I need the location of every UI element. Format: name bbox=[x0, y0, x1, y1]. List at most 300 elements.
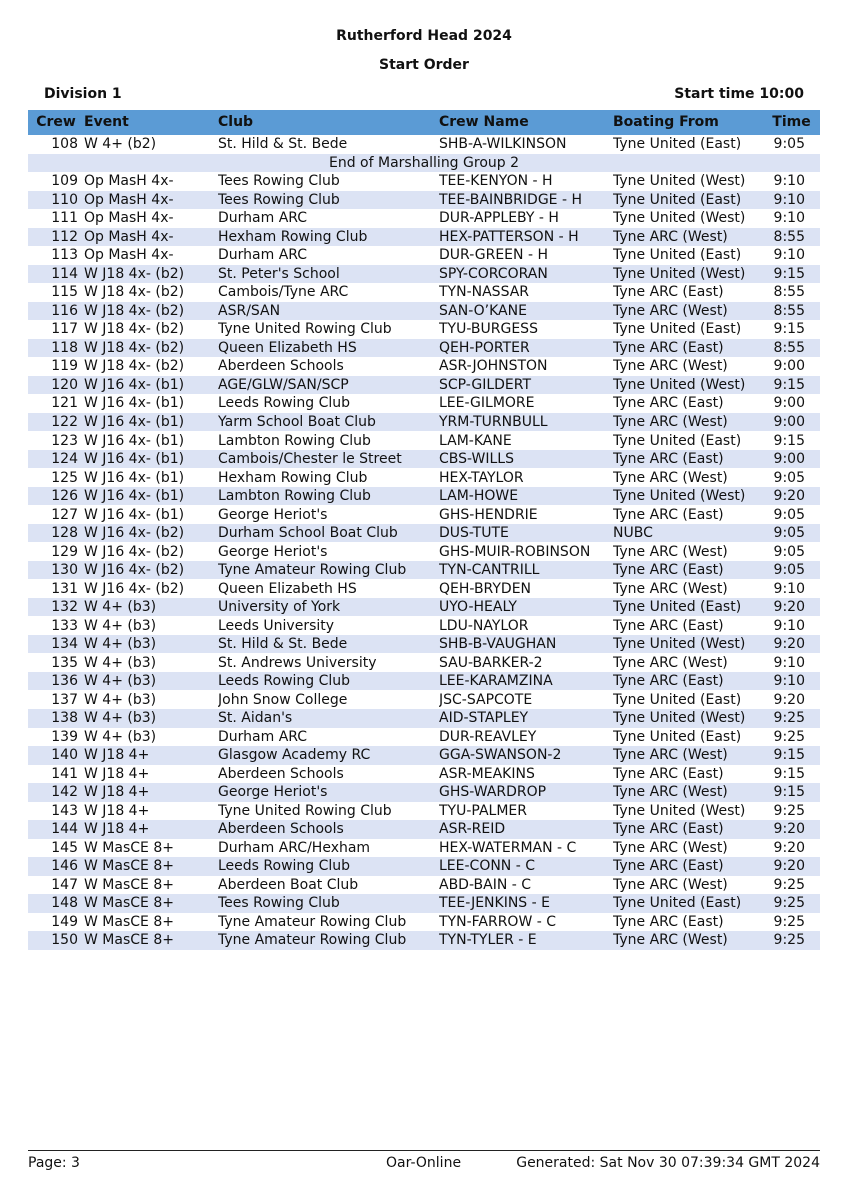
crew-number-cell: 138 bbox=[51, 710, 78, 727]
event-cell: W MasCE 8+ bbox=[84, 858, 174, 875]
footer-divider bbox=[28, 1150, 820, 1151]
club-cell: Leeds Rowing Club bbox=[218, 395, 351, 412]
event-cell: Op MasH 4x- bbox=[84, 247, 174, 264]
boating-from-cell: Tyne United (East) bbox=[613, 432, 742, 449]
table-row bbox=[28, 246, 820, 265]
crew-name-cell: SHB-A-WILKINSON bbox=[439, 136, 567, 153]
crew-number-cell: 124 bbox=[51, 451, 78, 468]
boating-from-cell: Tyne United (East) bbox=[613, 136, 742, 153]
event-cell: W J16 4x- (b1) bbox=[84, 469, 185, 486]
crew-name-cell: SAN-O’KANE bbox=[439, 302, 527, 319]
crew-name-cell: CBS-WILLS bbox=[439, 451, 514, 468]
boating-from-cell: Tyne ARC (West) bbox=[613, 839, 728, 856]
crew-number-cell: 130 bbox=[51, 562, 78, 579]
table-row bbox=[28, 320, 820, 339]
club-cell: St. Hild & St. Bede bbox=[218, 636, 348, 653]
column-header-crew: Crew bbox=[36, 114, 76, 130]
table-row bbox=[28, 431, 820, 450]
crew-name-cell: DUR-GREEN - H bbox=[439, 247, 548, 264]
event-cell: W J18 4x- (b2) bbox=[84, 302, 185, 319]
crew-name-cell: DUR-APPLEBY - H bbox=[439, 210, 559, 227]
crew-number-cell: 123 bbox=[51, 432, 78, 449]
time-cell: 9:10 bbox=[773, 247, 805, 264]
boating-from-cell: Tyne ARC (West) bbox=[613, 747, 728, 764]
boating-from-cell: Tyne United (East) bbox=[613, 247, 742, 264]
boating-from-cell: Tyne ARC (East) bbox=[613, 617, 724, 634]
page-number: Page: 3 bbox=[28, 1155, 80, 1171]
crew-number-cell: 136 bbox=[51, 673, 78, 690]
time-cell: 9:15 bbox=[773, 265, 805, 282]
crew-name-cell: ASR-REID bbox=[439, 821, 506, 838]
time-cell: 8:55 bbox=[773, 339, 805, 356]
event-cell: W J18 4+ bbox=[84, 765, 150, 782]
crew-number-cell: 118 bbox=[51, 339, 78, 356]
boating-from-cell: Tyne ARC (West) bbox=[613, 654, 728, 671]
crew-number-cell: 126 bbox=[51, 488, 78, 505]
boating-from-cell: Tyne United (West) bbox=[613, 636, 746, 653]
time-cell: 9:20 bbox=[773, 488, 805, 505]
table-row bbox=[28, 413, 820, 432]
group-separator-row bbox=[28, 154, 820, 173]
time-cell: 9:00 bbox=[773, 395, 805, 412]
club-cell: George Heriot's bbox=[218, 543, 328, 560]
crew-name-cell: HEX-PATTERSON - H bbox=[439, 228, 579, 245]
event-cell: W J18 4+ bbox=[84, 802, 150, 819]
time-cell: 9:15 bbox=[773, 432, 805, 449]
time-cell: 9:25 bbox=[773, 710, 805, 727]
time-cell: 9:20 bbox=[773, 599, 805, 616]
boating-from-cell: Tyne United (East) bbox=[613, 599, 742, 616]
club-cell: George Heriot's bbox=[218, 506, 328, 523]
boating-from-cell: Tyne ARC (West) bbox=[613, 302, 728, 319]
table-row bbox=[28, 931, 820, 950]
event-cell: W J16 4x- (b2) bbox=[84, 525, 185, 542]
time-cell: 9:15 bbox=[773, 765, 805, 782]
crew-name-cell: DUS-TUTE bbox=[439, 525, 509, 542]
crew-number-cell: 141 bbox=[51, 765, 78, 782]
club-cell: Durham ARC bbox=[218, 210, 308, 227]
club-cell: Tees Rowing Club bbox=[218, 191, 340, 208]
time-cell: 9:25 bbox=[773, 932, 805, 949]
table-row bbox=[28, 653, 820, 672]
column-header-club: Club bbox=[218, 114, 254, 130]
crew-number-cell: 129 bbox=[51, 543, 78, 560]
crew-name-cell: GGA-SWANSON-2 bbox=[439, 747, 562, 764]
boating-from-cell: Tyne ARC (West) bbox=[613, 932, 728, 949]
time-cell: 9:25 bbox=[773, 728, 805, 745]
column-header-boating-from: Boating From bbox=[613, 114, 719, 130]
boating-from-cell: Tyne United (West) bbox=[613, 210, 746, 227]
table-row bbox=[28, 672, 820, 691]
crew-name-cell: HEX-WATERMAN - C bbox=[439, 839, 577, 856]
crew-name-cell: LEE-GILMORE bbox=[439, 395, 535, 412]
table-row bbox=[28, 524, 820, 543]
crew-number-cell: 143 bbox=[51, 802, 78, 819]
table-row bbox=[28, 579, 820, 598]
event-cell: W J16 4x- (b1) bbox=[84, 432, 185, 449]
crew-number-cell: 127 bbox=[51, 506, 78, 523]
boating-from-cell: Tyne ARC (East) bbox=[613, 562, 724, 579]
time-cell: 9:15 bbox=[773, 784, 805, 801]
club-cell: John Snow College bbox=[218, 691, 348, 708]
club-cell: Tees Rowing Club bbox=[218, 173, 340, 190]
crew-number-cell: 137 bbox=[51, 691, 78, 708]
time-cell: 9:10 bbox=[773, 580, 805, 597]
document-subtitle: Start Order bbox=[379, 57, 469, 73]
boating-from-cell: Tyne ARC (East) bbox=[613, 765, 724, 782]
time-cell: 9:05 bbox=[773, 506, 805, 523]
crew-name-cell: TEE-BAINBRIDGE - H bbox=[439, 191, 582, 208]
time-cell: 9:10 bbox=[773, 673, 805, 690]
column-header-crew-name: Crew Name bbox=[439, 114, 529, 130]
boating-from-cell: Tyne ARC (West) bbox=[613, 876, 728, 893]
crew-number-cell: 128 bbox=[51, 525, 78, 542]
event-cell: W 4+ (b3) bbox=[84, 617, 157, 634]
club-cell: Leeds University bbox=[218, 617, 335, 634]
club-cell: Cambois/Tyne ARC bbox=[218, 284, 349, 301]
club-cell: Durham School Boat Club bbox=[218, 525, 398, 542]
club-cell: Tyne Amateur Rowing Club bbox=[218, 913, 407, 930]
crew-name-cell: DUR-REAVLEY bbox=[439, 728, 537, 745]
table-row bbox=[28, 339, 820, 358]
crew-name-cell: SHB-B-VAUGHAN bbox=[439, 636, 557, 653]
crew-name-cell: LEE-CONN - C bbox=[439, 858, 536, 875]
table-row bbox=[28, 487, 820, 506]
event-cell: W 4+ (b3) bbox=[84, 691, 157, 708]
event-cell: W J16 4x- (b2) bbox=[84, 543, 185, 560]
crew-number-cell: 114 bbox=[51, 265, 78, 282]
club-cell: Cambois/Chester le Street bbox=[218, 451, 402, 468]
event-cell: W J16 4x- (b1) bbox=[84, 395, 185, 412]
crew-name-cell: QEH-PORTER bbox=[439, 339, 530, 356]
boating-from-cell: Tyne ARC (East) bbox=[613, 913, 724, 930]
crew-name-cell: TYU-PALMER bbox=[439, 802, 527, 819]
time-cell: 9:10 bbox=[773, 617, 805, 634]
crew-number-cell: 144 bbox=[51, 821, 78, 838]
time-cell: 9:00 bbox=[773, 413, 805, 430]
boating-from-cell: Tyne ARC (East) bbox=[613, 673, 724, 690]
time-cell: 9:05 bbox=[773, 136, 805, 153]
event-cell: Op MasH 4x- bbox=[84, 210, 174, 227]
boating-from-cell: Tyne United (West) bbox=[613, 265, 746, 282]
table-row bbox=[28, 228, 820, 247]
boating-from-cell: Tyne ARC (West) bbox=[613, 413, 728, 430]
crew-number-cell: 147 bbox=[51, 876, 78, 893]
boating-from-cell: Tyne United (East) bbox=[613, 895, 742, 912]
club-cell: Queen Elizabeth HS bbox=[218, 580, 357, 597]
event-cell: W 4+ (b3) bbox=[84, 710, 157, 727]
crew-name-cell: TYN-TYLER - E bbox=[439, 932, 537, 949]
event-cell: W J18 4x- (b2) bbox=[84, 321, 185, 338]
boating-from-cell: Tyne United (West) bbox=[613, 173, 746, 190]
start-order-table bbox=[28, 110, 820, 950]
table-row bbox=[28, 765, 820, 784]
crew-number-cell: 108 bbox=[51, 136, 78, 153]
crew-number-cell: 150 bbox=[51, 932, 78, 949]
event-cell: W J16 4x- (b2) bbox=[84, 580, 185, 597]
event-cell: W J16 4x- (b2) bbox=[84, 562, 185, 579]
division-label: Division 1 bbox=[44, 86, 122, 102]
club-cell: Tees Rowing Club bbox=[218, 895, 340, 912]
time-cell: 9:00 bbox=[773, 358, 805, 375]
crew-name-cell: TEE-JENKINS - E bbox=[439, 895, 550, 912]
club-cell: Aberdeen Boat Club bbox=[218, 876, 359, 893]
table-row bbox=[28, 839, 820, 858]
time-cell: 9:15 bbox=[773, 376, 805, 393]
footer-source: Oar-Online bbox=[386, 1155, 462, 1171]
table-row bbox=[28, 802, 820, 821]
table-row bbox=[28, 728, 820, 747]
time-cell: 9:15 bbox=[773, 321, 805, 338]
crew-name-cell: LDU-NAYLOR bbox=[439, 617, 529, 634]
boating-from-cell: Tyne ARC (East) bbox=[613, 506, 724, 523]
table-header-row bbox=[28, 110, 820, 135]
time-cell: 9:20 bbox=[773, 636, 805, 653]
time-cell: 9:20 bbox=[773, 839, 805, 856]
club-cell: Leeds Rowing Club bbox=[218, 858, 351, 875]
event-cell: Op MasH 4x- bbox=[84, 191, 174, 208]
crew-number-cell: 109 bbox=[51, 173, 78, 190]
club-cell: St. Aidan's bbox=[218, 710, 293, 727]
time-cell: 9:10 bbox=[773, 173, 805, 190]
boating-from-cell: Tyne ARC (East) bbox=[613, 339, 724, 356]
crew-name-cell: GHS-MUIR-ROBINSON bbox=[439, 543, 591, 560]
table-row bbox=[28, 616, 820, 635]
crew-name-cell: QEH-BRYDEN bbox=[439, 580, 532, 597]
start-time-label: Start time 10:00 bbox=[674, 86, 804, 102]
time-cell: 9:25 bbox=[773, 802, 805, 819]
crew-name-cell: LAM-HOWE bbox=[439, 488, 519, 505]
club-cell: George Heriot's bbox=[218, 784, 328, 801]
crew-number-cell: 113 bbox=[51, 247, 78, 264]
time-cell: 8:55 bbox=[773, 302, 805, 319]
table-row bbox=[28, 894, 820, 913]
crew-name-cell: TYN-CANTRILL bbox=[439, 562, 540, 579]
crew-number-cell: 112 bbox=[51, 228, 78, 245]
boating-from-cell: Tyne ARC (East) bbox=[613, 395, 724, 412]
time-cell: 9:25 bbox=[773, 876, 805, 893]
crew-number-cell: 125 bbox=[51, 469, 78, 486]
club-cell: Hexham Rowing Club bbox=[218, 228, 368, 245]
crew-number-cell: 122 bbox=[51, 413, 78, 430]
crew-name-cell: TEE-KENYON - H bbox=[439, 173, 553, 190]
crew-number-cell: 146 bbox=[51, 858, 78, 875]
club-cell: Lambton Rowing Club bbox=[218, 488, 371, 505]
table-row bbox=[28, 505, 820, 524]
club-cell: Yarm School Boat Club bbox=[218, 413, 376, 430]
crew-number-cell: 149 bbox=[51, 913, 78, 930]
club-cell: Aberdeen Schools bbox=[218, 821, 344, 838]
time-cell: 9:05 bbox=[773, 525, 805, 542]
event-cell: W J16 4x- (b1) bbox=[84, 488, 185, 505]
event-cell: W 4+ (b3) bbox=[84, 728, 157, 745]
boating-from-cell: Tyne United (West) bbox=[613, 802, 746, 819]
crew-number-cell: 120 bbox=[51, 376, 78, 393]
table-row bbox=[28, 635, 820, 654]
time-cell: 9:10 bbox=[773, 654, 805, 671]
time-cell: 9:25 bbox=[773, 895, 805, 912]
event-cell: W 4+ (b3) bbox=[84, 673, 157, 690]
crew-number-cell: 111 bbox=[51, 210, 78, 227]
event-cell: Op MasH 4x- bbox=[84, 228, 174, 245]
club-cell: University of York bbox=[218, 599, 341, 616]
time-cell: 9:15 bbox=[773, 747, 805, 764]
event-cell: W MasCE 8+ bbox=[84, 839, 174, 856]
club-cell: Tyne Amateur Rowing Club bbox=[218, 562, 407, 579]
crew-name-cell: HEX-TAYLOR bbox=[439, 469, 524, 486]
event-cell: W MasCE 8+ bbox=[84, 895, 174, 912]
generated-timestamp: Generated: Sat Nov 30 07:39:34 GMT 2024 bbox=[516, 1155, 820, 1171]
event-cell: Op MasH 4x- bbox=[84, 173, 174, 190]
crew-number-cell: 133 bbox=[51, 617, 78, 634]
crew-number-cell: 132 bbox=[51, 599, 78, 616]
table-row bbox=[28, 561, 820, 580]
crew-name-cell: YRM-TURNBULL bbox=[439, 413, 548, 430]
crew-name-cell: UYO-HEALY bbox=[439, 599, 517, 616]
club-cell: Aberdeen Schools bbox=[218, 358, 344, 375]
boating-from-cell: Tyne ARC (East) bbox=[613, 284, 724, 301]
boating-from-cell: Tyne United (East) bbox=[613, 191, 742, 208]
time-cell: 8:55 bbox=[773, 228, 805, 245]
crew-name-cell: ASR-JOHNSTON bbox=[439, 358, 548, 375]
crew-number-cell: 135 bbox=[51, 654, 78, 671]
event-cell: W 4+ (b3) bbox=[84, 636, 157, 653]
crew-number-cell: 110 bbox=[51, 191, 78, 208]
boating-from-cell: Tyne United (East) bbox=[613, 728, 742, 745]
table-row bbox=[28, 450, 820, 469]
event-cell: W J18 4+ bbox=[84, 784, 150, 801]
club-cell: Tyne United Rowing Club bbox=[218, 321, 392, 338]
time-cell: 9:20 bbox=[773, 858, 805, 875]
crew-number-cell: 139 bbox=[51, 728, 78, 745]
crew-number-cell: 140 bbox=[51, 747, 78, 764]
boating-from-cell: Tyne ARC (West) bbox=[613, 543, 728, 560]
event-cell: W J18 4+ bbox=[84, 821, 150, 838]
document-title: Rutherford Head 2024 bbox=[336, 28, 512, 44]
crew-name-cell: LAM-KANE bbox=[439, 432, 512, 449]
table-row bbox=[28, 394, 820, 413]
boating-from-cell: Tyne ARC (East) bbox=[613, 858, 724, 875]
event-cell: W J18 4x- (b2) bbox=[84, 265, 185, 282]
club-cell: Durham ARC bbox=[218, 728, 308, 745]
time-cell: 9:05 bbox=[773, 543, 805, 560]
event-cell: W J16 4x- (b1) bbox=[84, 506, 185, 523]
table-row bbox=[28, 783, 820, 802]
group-separator-label: End of Marshalling Group 2 bbox=[328, 154, 520, 171]
crew-number-cell: 115 bbox=[51, 284, 78, 301]
time-cell: 8:55 bbox=[773, 284, 805, 301]
crew-name-cell: LEE-KARAMZINA bbox=[439, 673, 553, 690]
table-row bbox=[28, 357, 820, 376]
club-cell: Durham ARC/Hexham bbox=[218, 839, 371, 856]
column-header-time: Time bbox=[772, 114, 811, 130]
crew-number-cell: 116 bbox=[51, 302, 78, 319]
boating-from-cell: NUBC bbox=[613, 525, 653, 542]
table-row bbox=[28, 913, 820, 932]
crew-name-cell: ASR-MEAKINS bbox=[439, 765, 535, 782]
boating-from-cell: Tyne United (East) bbox=[613, 321, 742, 338]
table-row bbox=[28, 302, 820, 321]
table-row bbox=[28, 746, 820, 765]
event-cell: W J18 4x- (b2) bbox=[84, 284, 185, 301]
time-cell: 9:10 bbox=[773, 210, 805, 227]
crew-name-cell: TYN-FARROW - C bbox=[439, 913, 557, 930]
table-row bbox=[28, 209, 820, 228]
club-cell: Tyne United Rowing Club bbox=[218, 802, 392, 819]
time-cell: 9:20 bbox=[773, 691, 805, 708]
crew-number-cell: 134 bbox=[51, 636, 78, 653]
crew-name-cell: TYN-NASSAR bbox=[439, 284, 530, 301]
club-cell: St. Peter's School bbox=[218, 265, 340, 282]
table-row bbox=[28, 876, 820, 895]
table-row bbox=[28, 598, 820, 617]
table-row bbox=[28, 376, 820, 395]
table-row bbox=[28, 135, 820, 154]
club-cell: Glasgow Academy RC bbox=[218, 747, 371, 764]
club-cell: St. Hild & St. Bede bbox=[218, 136, 348, 153]
table-row bbox=[28, 709, 820, 728]
club-cell: Hexham Rowing Club bbox=[218, 469, 368, 486]
crew-name-cell: ABD-BAIN - C bbox=[439, 876, 532, 893]
crew-name-cell: TYU-BURGESS bbox=[439, 321, 538, 338]
table-row bbox=[28, 542, 820, 561]
crew-number-cell: 119 bbox=[51, 358, 78, 375]
club-cell: Leeds Rowing Club bbox=[218, 673, 351, 690]
event-cell: W MasCE 8+ bbox=[84, 932, 174, 949]
club-cell: ASR/SAN bbox=[218, 302, 281, 319]
column-header-event: Event bbox=[84, 114, 129, 130]
boating-from-cell: Tyne ARC (West) bbox=[613, 784, 728, 801]
event-cell: W 4+ (b2) bbox=[84, 136, 157, 153]
crew-number-cell: 148 bbox=[51, 895, 78, 912]
table-row bbox=[28, 857, 820, 876]
boating-from-cell: Tyne ARC (East) bbox=[613, 821, 724, 838]
table-row bbox=[28, 172, 820, 191]
boating-from-cell: Tyne ARC (West) bbox=[613, 358, 728, 375]
club-cell: Queen Elizabeth HS bbox=[218, 339, 357, 356]
club-cell: Durham ARC bbox=[218, 247, 308, 264]
club-cell: Aberdeen Schools bbox=[218, 765, 344, 782]
table-row bbox=[28, 265, 820, 284]
boating-from-cell: Tyne United (East) bbox=[613, 691, 742, 708]
crew-number-cell: 142 bbox=[51, 784, 78, 801]
crew-name-cell: GHS-HENDRIE bbox=[439, 506, 538, 523]
crew-name-cell: SAU-BARKER-2 bbox=[439, 654, 543, 671]
club-cell: Tyne Amateur Rowing Club bbox=[218, 932, 407, 949]
time-cell: 9:00 bbox=[773, 451, 805, 468]
boating-from-cell: Tyne United (West) bbox=[613, 710, 746, 727]
time-cell: 9:05 bbox=[773, 469, 805, 486]
event-cell: W J16 4x- (b1) bbox=[84, 376, 185, 393]
event-cell: W MasCE 8+ bbox=[84, 913, 174, 930]
event-cell: W J18 4x- (b2) bbox=[84, 358, 185, 375]
crew-number-cell: 145 bbox=[51, 839, 78, 856]
crew-number-cell: 117 bbox=[51, 321, 78, 338]
event-cell: W 4+ (b3) bbox=[84, 599, 157, 616]
event-cell: W 4+ (b3) bbox=[84, 654, 157, 671]
club-cell: Lambton Rowing Club bbox=[218, 432, 371, 449]
table-row bbox=[28, 191, 820, 210]
crew-name-cell: SPY-CORCORAN bbox=[439, 265, 548, 282]
boating-from-cell: Tyne ARC (East) bbox=[613, 451, 724, 468]
table-row bbox=[28, 283, 820, 302]
boating-from-cell: Tyne United (West) bbox=[613, 376, 746, 393]
crew-name-cell: AID-STAPLEY bbox=[439, 710, 529, 727]
crew-number-cell: 121 bbox=[51, 395, 78, 412]
table-body bbox=[28, 135, 820, 950]
event-cell: W J16 4x- (b1) bbox=[84, 451, 185, 468]
event-cell: W J18 4x- (b2) bbox=[84, 339, 185, 356]
